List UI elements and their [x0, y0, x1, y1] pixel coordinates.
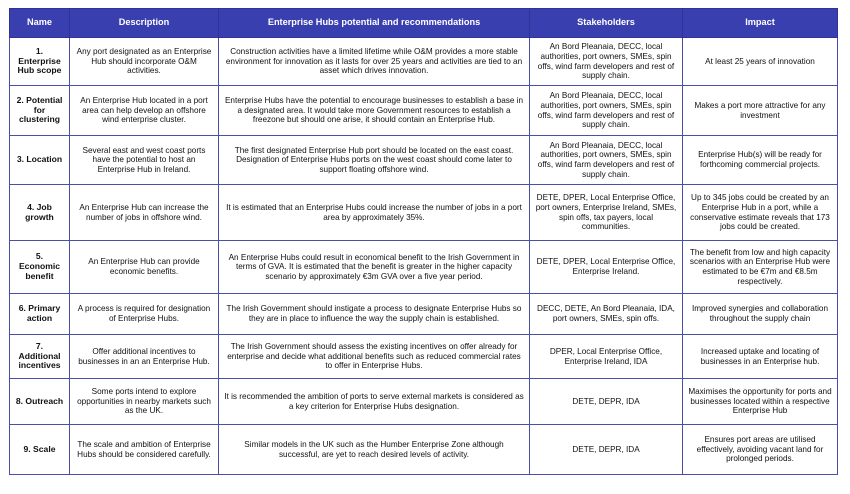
row-recommendation: Construction activities have a limited lifetime while O&M provides a more stable environment for innovation as it lasts for over 25 years and activities are tied to an asset which drives innovation. — [219, 38, 530, 86]
row-description: Some ports intend to explore opportunities in nearby markets such as the UK. — [70, 379, 219, 425]
row-description: An Enterprise Hub can increase the number of jobs in offshore wind. — [70, 185, 219, 241]
header-recommendations: Enterprise Hubs potential and recommendations — [219, 9, 530, 38]
row-impact: Up to 345 jobs could be created by an Enterprise Hub in a port, while a conservative estimate reveals that 173 jobs could be created. — [683, 185, 838, 241]
row-recommendation: It is recommended the ambition of ports to serve external markets is considered as a key criterion for Enterprise Hubs designation. — [219, 379, 530, 425]
row-stakeholders: DETE, DEPR, IDA — [530, 425, 683, 475]
row-stakeholders: DETE, DPER, Local Enterprise Office, port owners, Enterprise Ireland, SMEs, spin offs, tax payers, local communities. — [530, 185, 683, 241]
row-description: An Enterprise Hub located in a port area can help develop an offshore wind enterprise cluster. — [70, 86, 219, 136]
row-stakeholders: An Bord Pleanaia, DECC, local authorities, port owners, SMEs, spin offs, wind farm developers and rest of supply chain. — [530, 136, 683, 185]
table-row — [10, 241, 838, 294]
row-recommendation: The Irish Government should instigate a process to designate Enterprise Hubs so they are in place to influence the way the supply chain is established. — [219, 294, 530, 335]
row-recommendation: The Irish Government should assess the existing incentives on offer already for enterprise and decide what additional benefits such as reduced commercial rates to offer in Enterprise Hubs. — [219, 335, 530, 379]
table-row — [10, 294, 838, 335]
row-name: 7. Additional incentives — [10, 335, 70, 379]
row-description: Any port designated as an Enterprise Hub should incorporate O&M activities. — [70, 38, 219, 86]
row-description: A process is required for designation of Enterprise Hubs. — [70, 294, 219, 335]
table-row — [10, 379, 838, 425]
header-name: Name — [10, 9, 70, 38]
row-recommendation: The first designated Enterprise Hub port should be located on the east coast. Designation of Enterprise Hubs ports on the west coast should come later to support floating offshore wind. — [219, 136, 530, 185]
row-impact: Ensures port areas are utilised effectively, avoiding vacant land for prolonged periods. — [683, 425, 838, 475]
row-name: 8. Outreach — [10, 379, 70, 425]
row-recommendation: It is estimated that an Enterprise Hubs could increase the number of jobs in a port area by approximately 35%. — [219, 185, 530, 241]
table-row — [10, 38, 838, 86]
row-stakeholders: An Bord Pleanaia, DECC, local authorities, port owners, SMEs, spin offs, wind farm developers and rest of supply chain. — [530, 86, 683, 136]
table-header-row — [10, 9, 838, 38]
row-name: 1. Enterprise Hub scope — [10, 38, 70, 86]
row-description: An Enterprise Hub can provide economic benefits. — [70, 241, 219, 294]
row-description: Several east and west coast ports have the potential to host an Enterprise Hub in Ireland. — [70, 136, 219, 185]
row-name: 3. Location — [10, 136, 70, 185]
table-row — [10, 136, 838, 185]
row-name: 2. Potential for clustering — [10, 86, 70, 136]
row-name: 9. Scale — [10, 425, 70, 475]
row-recommendation: Similar models in the UK such as the Humber Enterprise Zone although successful, are yet to reach desired levels of activity. — [219, 425, 530, 475]
row-name: 4. Job growth — [10, 185, 70, 241]
row-impact: At least 25 years of innovation — [683, 38, 838, 86]
row-recommendation: An Enterprise Hubs could result in economical benefit to the Irish Government in terms of GVA. It is estimated that the benefit is greater in the higher capacity scenario by approximately €3m GVA over a five year period. — [219, 241, 530, 294]
row-impact: The benefit from low and high capacity scenarios with an Enterprise Hub were estimated to be €7m and €8.5m respectively. — [683, 241, 838, 294]
row-impact: Makes a port more attractive for any investment — [683, 86, 838, 136]
row-impact: Increased uptake and locating of businesses in an Enterprise hub. — [683, 335, 838, 379]
row-stakeholders: DETE, DEPR, IDA — [530, 379, 683, 425]
row-stakeholders: DECC, DETE, An Bord Pleanaia, IDA, port owners, SMEs, spin offs. — [530, 294, 683, 335]
row-stakeholders: DPER, Local Enterprise Office, Enterprise Ireland, IDA — [530, 335, 683, 379]
header-stakeholders: Stakeholders — [530, 9, 683, 38]
row-description: Offer additional incentives to businesses in an an Enterprise Hub. — [70, 335, 219, 379]
row-name: 6. Primary action — [10, 294, 70, 335]
header-impact: Impact — [683, 9, 838, 38]
row-stakeholders: DETE, DPER, Local Enterprise Office, Enterprise Ireland. — [530, 241, 683, 294]
table-row — [10, 185, 838, 241]
recommendations-table-container — [9, 8, 837, 475]
table-row — [10, 425, 838, 475]
table-row — [10, 86, 838, 136]
row-name: 5. Economic benefit — [10, 241, 70, 294]
row-impact: Enterprise Hub(s) will be ready for forthcoming commercial projects. — [683, 136, 838, 185]
table-row — [10, 335, 838, 379]
row-impact: Maximises the opportunity for ports and businesses located within a respective Enterprise Hub — [683, 379, 838, 425]
row-recommendation: Enterprise Hubs have the potential to encourage businesses to establish a base in a designated area. It would take more Government resources to establish a freezone but should one arise, it should contain an Enterprise Hub. — [219, 86, 530, 136]
header-description: Description — [70, 9, 219, 38]
row-stakeholders: An Bord Pleanaia, DECC, local authorities, port owners, SMEs, spin offs, wind farm developers and rest of supply chain. — [530, 38, 683, 86]
recommendations-table — [9, 8, 838, 475]
row-description: The scale and ambition of Enterprise Hubs should be considered carefully. — [70, 425, 219, 475]
row-impact: Improved synergies and collaboration throughout the supply chain — [683, 294, 838, 335]
